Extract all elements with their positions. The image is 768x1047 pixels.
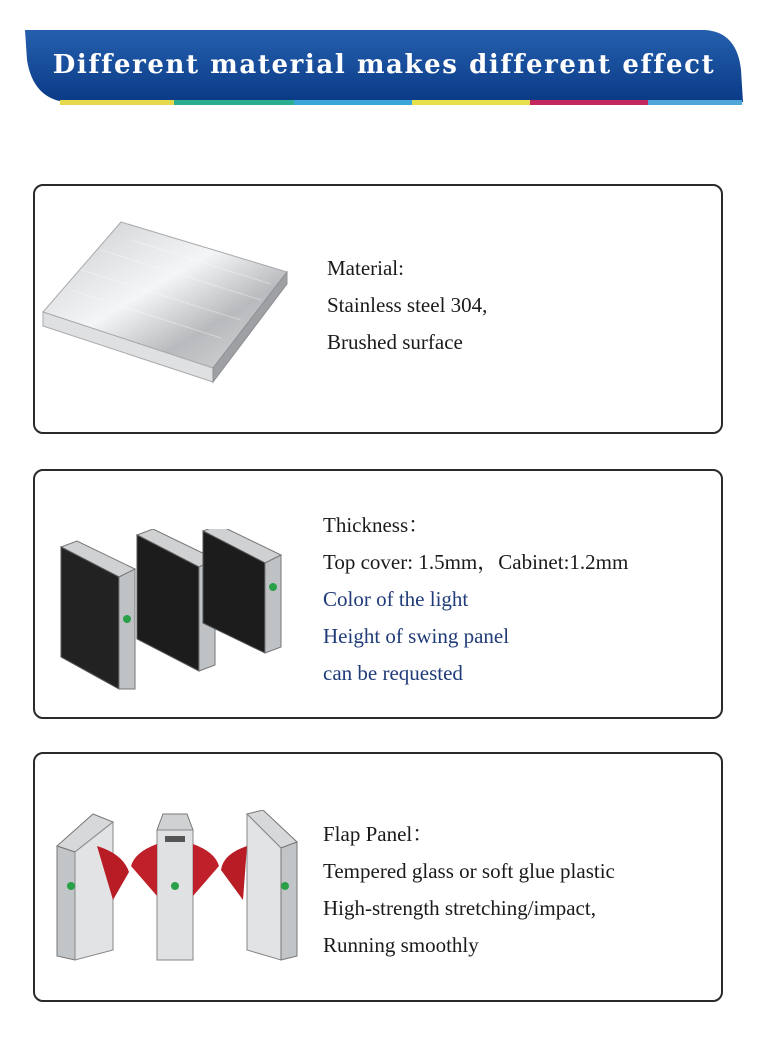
text-line: Height of swing panel (323, 624, 510, 648)
color-stripe (530, 100, 648, 105)
text-line: Brushed surface (327, 330, 463, 354)
brushed-steel-plate-illustration (41, 220, 291, 390)
text-line: Top cover: 1.5mm，Cabinet:1.2mm (323, 550, 629, 574)
text-line: Tempered glass or soft glue plastic (323, 859, 615, 883)
text-line: Material: (327, 256, 404, 280)
color-stripe (648, 100, 742, 105)
text-line: Running smoothly (323, 933, 479, 957)
material-text (327, 250, 487, 361)
material-card (33, 184, 723, 434)
color-stripe (412, 100, 530, 105)
color-stripe (294, 100, 412, 105)
thickness-text (323, 507, 628, 692)
color-stripe (174, 100, 294, 105)
flap-panel-text (323, 816, 615, 964)
swing-gate-turnstiles-illustration (57, 529, 297, 693)
flap-panel-card (33, 752, 723, 1002)
color-stripe (60, 100, 174, 105)
text-line: High-strength stretching/impact, (323, 896, 596, 920)
text-line: Stainless steel 304, (327, 293, 488, 317)
page-title: Different material makes different effect (52, 50, 716, 80)
text-line: Flap Panel： (323, 822, 434, 846)
header-banner (25, 30, 743, 102)
text-line: Thickness： (323, 513, 430, 537)
text-line: Color of the light (323, 587, 469, 611)
thickness-card (33, 469, 723, 719)
text-line: can be requested (323, 661, 463, 685)
flap-barrier-turnstiles-illustration (53, 810, 303, 970)
